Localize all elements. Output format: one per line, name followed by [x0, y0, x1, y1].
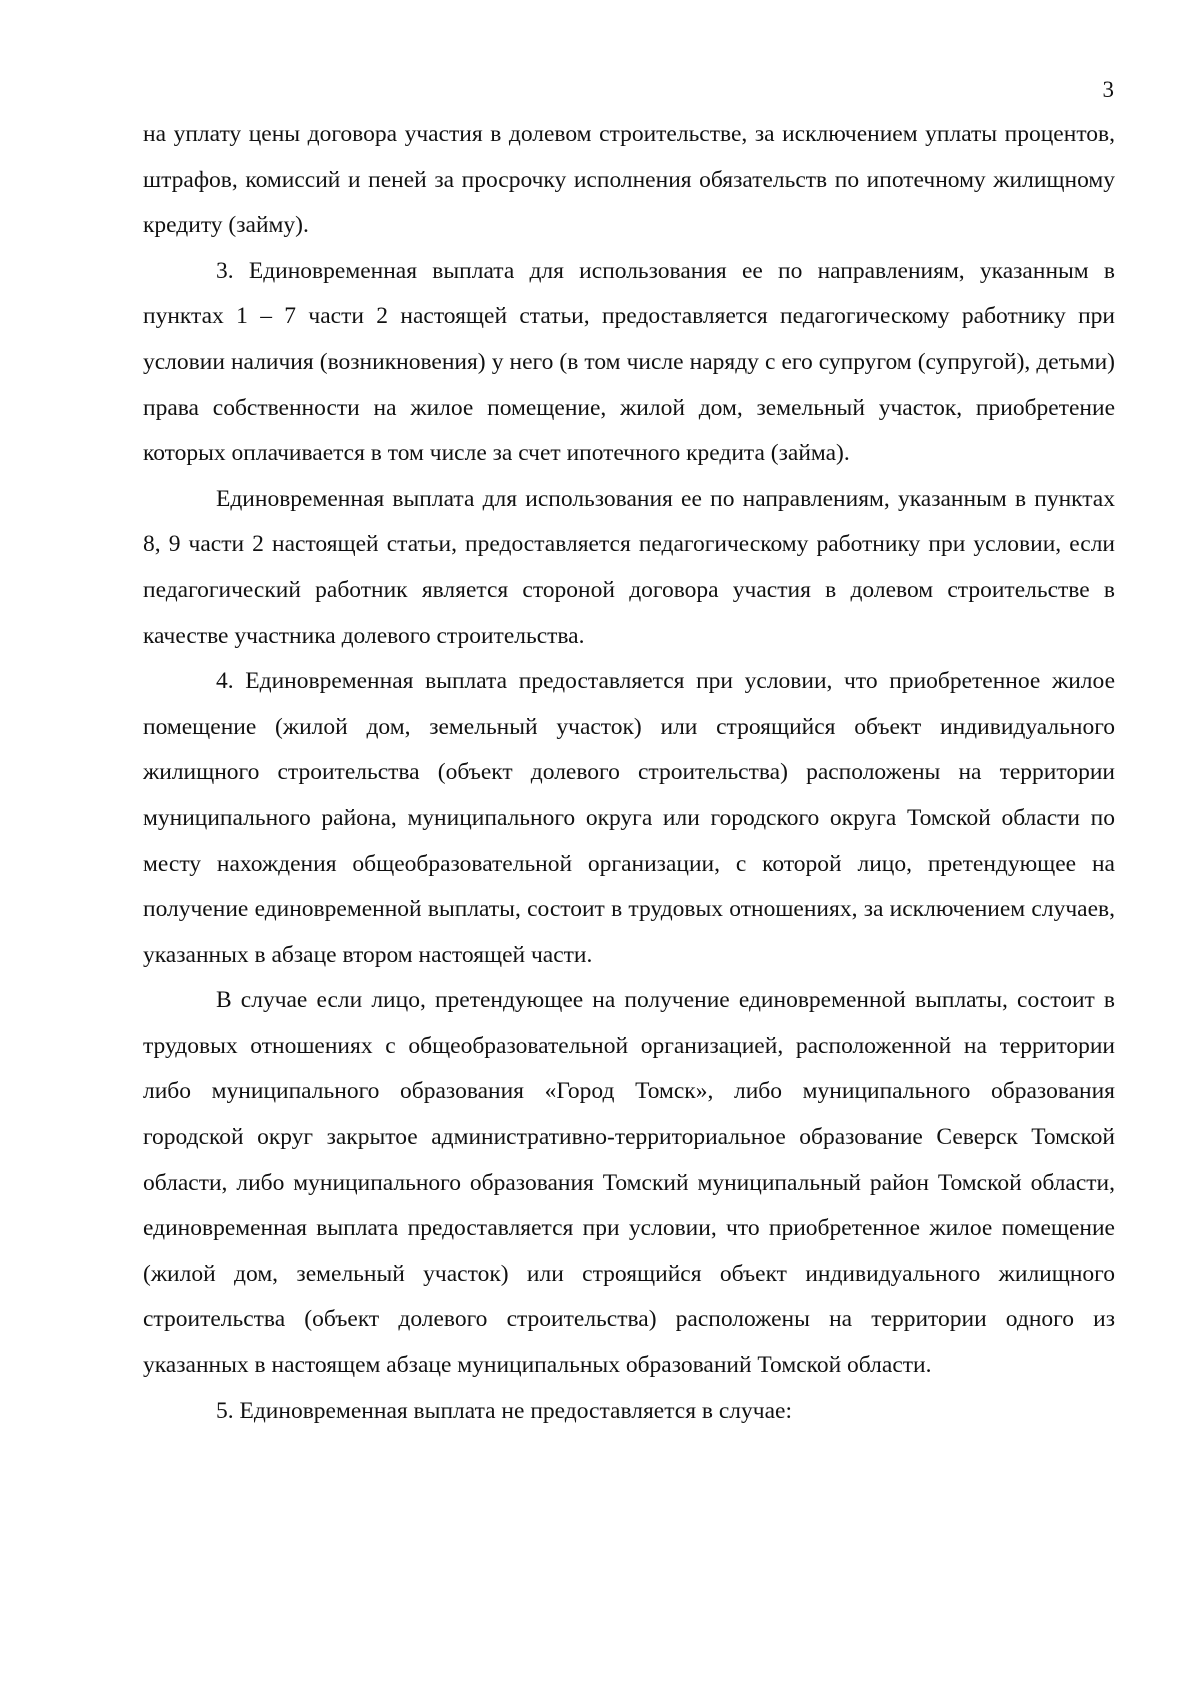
page-number: 3 — [1102, 77, 1114, 102]
paragraph-item-4: 4. Единовременная выплата предоставляется при условии, что приобретенное жилое помещение (жилой дом, земельный участок) или строящийся объект индивидуального жилищного строительства (объект долевого строительства) расположены на территории муниципального района, муниципального округа или городского округа Томской области по месту нахождения общеобразовательной организации, с которой лицо, претендующее на получение единовременной выплаты, состоит в трудовых отношениях, за исключением случаев, указанных в абзаце втором настоящей части. — [143, 668, 1115, 968]
paragraph-item-3-second: Единовременная выплата для использования ее по направлениям, указанным в пунктах 8, 9 части 2 настоящей статьи, предоставляется педагогическому работнику при условии, если педагогический работник является стороной договора участия в долевом строительстве в качестве участника долевого строительства. — [143, 485, 1115, 649]
document-body — [143, 112, 1115, 1434]
paragraph-item-4-second: В случае если лицо, претендующее на получение единовременной выплаты, состоит в трудовых отношениях с общеобразовательной организацией, расположенной на территории либо муниципального образования «Город Томск», либо муниципального образования городской округ закрытое административно-территориальное образование Северск Томской области, либо муниципального образования Томский муниципальный район Томской области, единовременная выплата предоставляется при условии, что приобретенное жилое помещение (жилой дом, земельный участок) или строящийся объект индивидуального жилищного строительства (объект долевого строительства) расположены на территории одного из указанных в настоящем абзаце муниципальных образований Томской области. — [143, 987, 1115, 1379]
paragraph-continuation: на уплату цены договора участия в долевом строительстве, за исключением уплаты процентов, штрафов, комиссий и пеней за просрочку исполнения обязательств по ипотечному жилищному кредиту (займу). — [143, 121, 1115, 239]
paragraph-item-5: 5. Единовременная выплата не предоставляется в случае: — [216, 1397, 792, 1424]
paragraph-item-3: 3. Единовременная выплата для использования ее по направлениям, указанным в пунктах 1 – 7 части 2 настоящей статьи, предоставляется педагогическому работнику при условии наличия (возникновения) у него (в том числе наряду с его супругом (супругой), детьми) права собственности на жилое помещение, жилой дом, земельный участок, приобретение которых оплачивается в том числе за счет ипотечного кредита (займа). — [143, 257, 1115, 467]
